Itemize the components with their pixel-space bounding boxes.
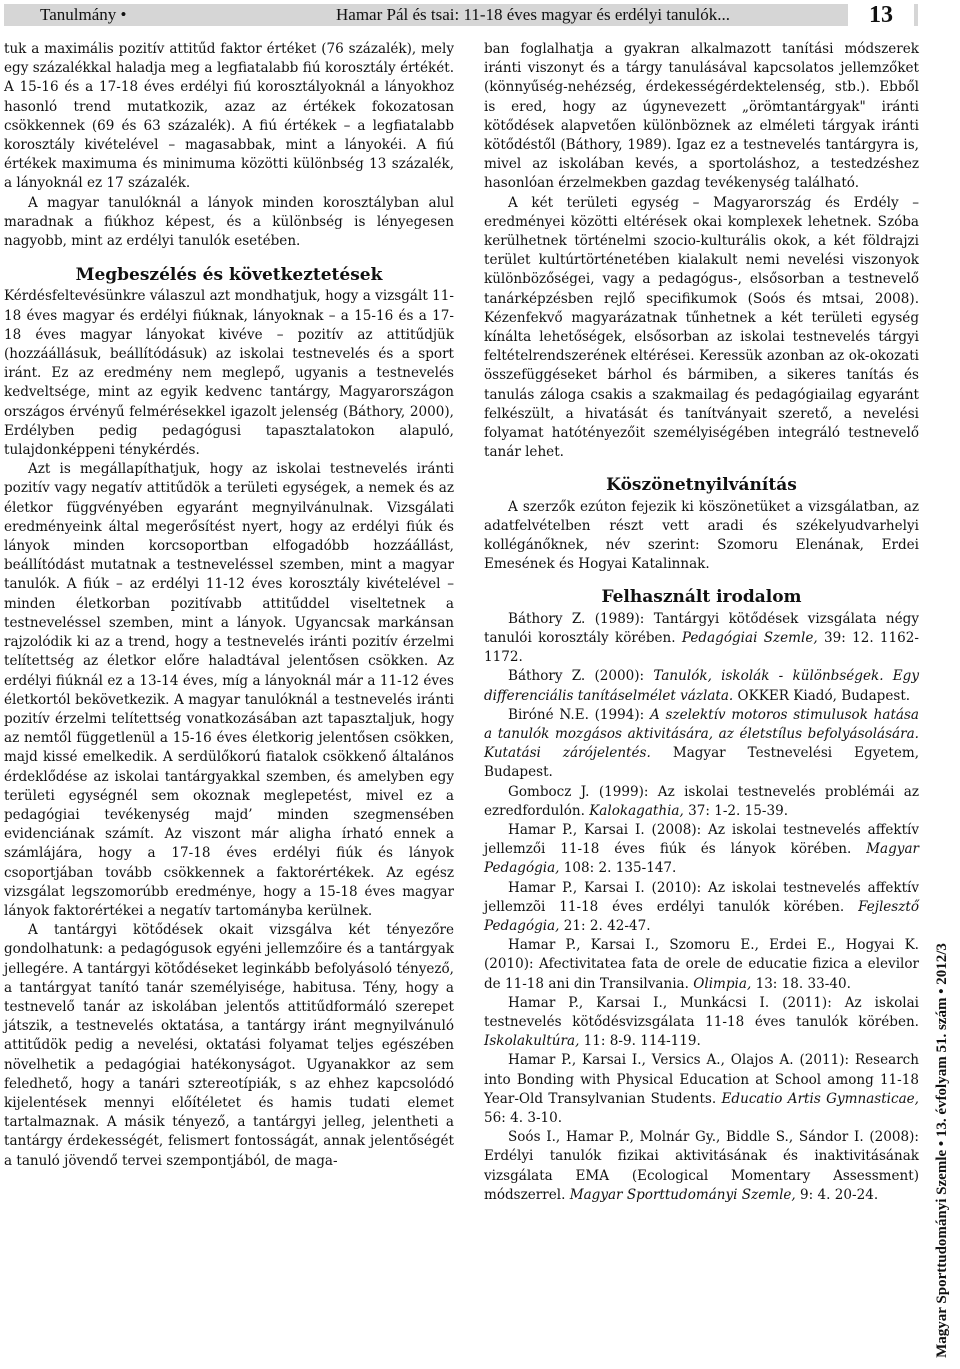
ref-source: Educatio Artis Gymnasticae, (721, 1090, 919, 1107)
ref-text: Gombocz J. (1999): Az iskolai testnevelés problémái az ezredfordulón. (484, 783, 919, 819)
section-heading-acknowledgements: Köszönetnyilvánítás (606, 475, 797, 496)
ref-source: Olimpia, (693, 975, 752, 992)
section-label: Tanulmány • (40, 5, 127, 24)
ref-source: Pedagógiai Szemle, (681, 629, 818, 646)
ref-text: Biróné N.E. (1994): (508, 706, 650, 723)
body-paragraph: A tantárgyi kötődések okait vizsgálva két tényezőre gondolhatunk: a pedagógusok egyéni jellemzőire és a tantárgyak jellegére. A tantárgyi kötődéseket leginkább befolyásoló tényező, a tantárgyat tanító tanár személyisége, habitusa. Tény, hogy a testnevelő tanár az iskolában jelentős attitűdformáló szerepet játszik, a testnevelés oktatása, a tantárgy iránt megnyilvánuló attitűdök pedig a nevelési, oktatási folyamat teljes egészében növelhetik a pedagógiai hatékonyságot. Ugyanakkor az sem feledhető, hogy a tanári sztereotípiák, s az ehhez kapcsolódó kijelentések mennyi előítéletet és hamis tudati elemet tartalmaznak. A másik tényező, a tantárgyi jelleg, jelentheti a tantárgy érdekességét, felismert fontosságát, annak jelentőségét a tanuló jövendő tervei szempontjából, de maga- (4, 922, 454, 1169)
reference-item (484, 667, 919, 705)
running-header (4, 4, 918, 26)
reference-item (484, 1128, 919, 1205)
ref-source: Magyar Pedagógia, (484, 841, 919, 877)
acknowledgement-text: A szerzők ezúton fejezik ki köszönetüket a vizsgálatban, az adatfelvételben részt vett aradi és székelyudvarhelyi kollégánőknek, név szerint: Szomoru Elenának, Erdei Emesének és Hogyai Katalinnak. (484, 498, 919, 573)
ref-details: 21: 2. 42-47. (559, 917, 651, 934)
ref-details: 56: 4. 3-10. (484, 1109, 563, 1126)
reference-item (484, 936, 919, 994)
ref-text: Báthory Z. (2000): (508, 668, 654, 685)
body-paragraph: A magyar tanulóknál a lányok minden korosztályban alul maradnak a fiúkhoz képest, és a különbség is lényegesen nagyobb, mint az erdélyi tanulók esetében. (4, 194, 454, 250)
section-heading-discussion: Megbeszélés és következtetések (75, 265, 383, 286)
ref-details: 9: 4. 20-24. (795, 1186, 879, 1203)
body-paragraph: Azt is megállapíthatjuk, hogy az iskolai testnevelés iránti pozitív vagy negatív attitűdök a területi egységek, a nemek és az életkor függvényében egyaránt megnyilvánulnak. Vizsgálati eredményeink által megerősítést nyert, hogy az erdélyi fiúk és lányok minden korcsoportban elfogadóbb hozzáállást, beállítódást mutatnak a testneveléssel szemben, mint a magyar tanulók. A fiúk – az erdélyi 11-12 éves korosztály kivételével – minden életkorban pozitívabb attitűddel viseltetnek a testneveléssel szemben, mint a lányok. Ugyancsak markánsan rajzolódik ki az a trend, hogy a testnevelés iránti pozitív érzelmi telítettség az életkor előre haladtával jelentősen csökken. Az erdélyi fiúknál ez a 13-14 éves, míg a lányoknál már a 11-12 éves életkortól bekövetkezik. A magyar tanulóknál a testnevelés iránti pozitív érzelmi telítettség vonatkozásában azt tapasztaljuk, hogy az nemtől függetlenül a 15-16 éves életkorig jelentősen csökken, majd kissé emelkedik. A serdülőkorú fiatalok csökkenő általános érdeklődése az iskolai tantárgyakkal szemben, és amelyben egy területi egységnél sem okoznak meglepetést, mivel ez a pedagógiai tevékenység majd’ minden szegmensében evidenciának számít. Az viszont már aligha írható ennek a számlájára, hogy a 17-18 éves erdélyi fiúk és lányok csoportjában tovább csökkennek a faktorértékek. Az egész vizsgálat legszomorúbb eredménye, hogy a 15-18 éves magyar lányok faktorértékei a negatív tartományba kerülnek. (4, 461, 454, 919)
ref-text: Hamar P., Karsai I., Szomoru E., Erdei E., Hogyai K. (2010): Afectivitatea fata de orele de educatie fizica a elevilor de 11-18 ani din Transilvania. (484, 937, 919, 992)
body-paragraph: Kérdésfeltevésünkre válaszul azt mondhatjuk, hogy a vizsgált 11-18 éves magyar és erdélyi fiúknak, lányoknak – a 15-16 és a 17-18 éves magyar lányokat kivéve – pozitív az attitűdjük (hozzáállásuk, beállítódásuk) az iskolai testnevelés és a sport iránt. Ez az eredmény nem meglepő, ugyanis a testnevelés kedveltsége, mint az egyik kedvenc tantárgy, Magyarországon országos érvényű felmérésekkel igazolt jelenség (Báthory, 2000), Erdélyben pedig pedagógusi tapasztalatokon alapuló, tulajdonképpeni ténykérdés. (4, 288, 454, 459)
reference-item (484, 821, 919, 879)
left-column (4, 40, 454, 1171)
ref-source: Fejlesztő Pedagógia, (484, 898, 919, 934)
ref-text: Báthory Z. (1989): Tantárgyi kötődések vizsgálata négy tanulói korosztály körében. (484, 610, 919, 646)
ref-source: Tanulók, iskolák - különbségek. Egy differenciális tanításelmélet vázlata. (484, 668, 919, 704)
reference-item (484, 879, 919, 937)
ref-source: Iskolakultúra, (484, 1033, 580, 1050)
ref-text: Hamar P., Karsai I. (2008): Az iskolai testnevelés affektív jellemzői 11-18 éves fiúk és lányok körében. (484, 821, 919, 858)
reference-item (484, 994, 919, 1052)
reference-item (484, 783, 919, 821)
page-number: 13 (848, 4, 914, 26)
running-title: Hamar Pál és tsai: 11-18 éves magyar és erdélyi tanulók... (336, 5, 731, 24)
ref-text: Hamar P., Karsai I. (2010): Az iskolai testnevelés affektív jellemzõi 11-18 éves erdélyi tanulók körében. (484, 879, 919, 915)
reference-item (484, 1051, 919, 1128)
body-paragraph: ban foglalhatja a gyakran alkalmazott tanítási módszerek iránti viszonyt és a tárgy tanulásával kapcsolatos jellemzőket (könnyűség-nehézség, érdekességérdektelenség, stb.). Ebből is ered, hogy az úgynevezett „örömtantárgyak" iránti kötődések alapvetően különböznek az elméleti tárgyak iránti kötődéstől (Báthory, 1989). Igaz ez a testnevelés tantárgyra is, mivel az iskolában kevés, a sportoláshoz, a testedzéshez hasonlóan érzelmekben gazdag tevékenység található. (484, 41, 919, 192)
ref-source: Magyar Sporttudományi Szemle, (569, 1186, 796, 1203)
ref-source: Kalokagathia, (589, 802, 684, 819)
ref-source: A szelektív motoros stimulusok hatása a tanulók mozgásos aktivitására, az életstílus befolyásolására. Kutatási zárójelentés. (484, 706, 919, 762)
ref-details: 11: 8-9. 114-119. (579, 1033, 701, 1050)
ref-details: 108: 2. 135-147. (559, 860, 677, 877)
reference-item (484, 706, 919, 783)
section-heading-references: Felhasznált irodalom (601, 587, 802, 608)
body-paragraph: A két területi egység – Magyarország és Erdély – eredményei közötti eltérések okai komplexek lehetnek. Szóba kerülhetnek történelmi szocio-kulturális okok, a két földrajzi terület kultúrtörténetében kialakult nemi nevelési viszonyok különbözőségei, vagy a pedagógus-, elsősorban a testnevelő tanárképzésben rejlő specifikumok (Soós és mtsai, 2008). Kézenfekvő magyarázatnak tűnhetnek a két területi egység kínálta lehetőségek, elsősorban az iskolai testnevelés tárgyi feltételrendszerének eltérései. Keressük azonban az ok-okozati összefüggéseket bárhol és bármiben, a sikeres tanítás és tanulás záloga csakis a szakmailag és pedagógiailag egyaránt felkészült, a hivatását és tanítványait szerető, a nevelési folyamat hatótényezőit személyiségében integráló testnevelő tanár lehet. (484, 194, 919, 461)
body-paragraph: tuk a maximális pozitív attitűd faktor értéket (76 százalék), mely egy százalékkal haladja meg a legfiatalabb fiú korosztály értékét. A 15-16 és a 17-18 éves erdélyi fiú korosztályoknál a lányokhoz hasonló trend mutatkozik, azaz az értékek fokozatosan csökkennek (69 és 63 százalék). A fiú értékek – a legfiatalabb korosztály kivételével – magasabbak, mint a lányokéi. A fiú értékek maximuma és minimuma közötti különbség 13 százalék, a lányoknál ez 17 százalék. (4, 41, 454, 192)
ref-details: 37: 1-2. 15-39. (683, 802, 788, 819)
ref-text: Hamar P., Karsai I., Versics A., Olajos A. (2011): Research into Bonding with Physical Education at School among 11-18 Year-Old Transylvanian Students. (484, 1052, 919, 1107)
journal-citation: Magyar Sporttudományi Szemle • 13. évfolyam 51. szám • 2012/3 (933, 942, 950, 1358)
ref-text: Hamar P., Karsai I., Munkácsi I. (2011): Az iskolai testnevelés kötődésvizsgálata 11-18 éves tanulók körében. (484, 994, 919, 1030)
reference-list (484, 610, 919, 1205)
reference-item (484, 610, 919, 668)
ref-details: 39: 12. 1162-1172. (484, 629, 919, 666)
ref-details: Magyar Testnevelési Egyetem, Budapest. (484, 745, 920, 781)
journal-sidebar (928, 935, 956, 1365)
right-column (484, 40, 919, 1205)
ref-details: OKKER Kiadó, Budapest. (733, 687, 911, 704)
ref-text: Soós I., Hamar P., Molnár Gy., Biddle S., Sándor I. (2008): Erdélyi tanulók fizikai aktivitásának és inaktivitásának vizsgálata EMA (Ecological Momentary Assessment) módszerrel. (484, 1129, 919, 1203)
ref-details: 13: 18. 33-40. (751, 975, 851, 992)
